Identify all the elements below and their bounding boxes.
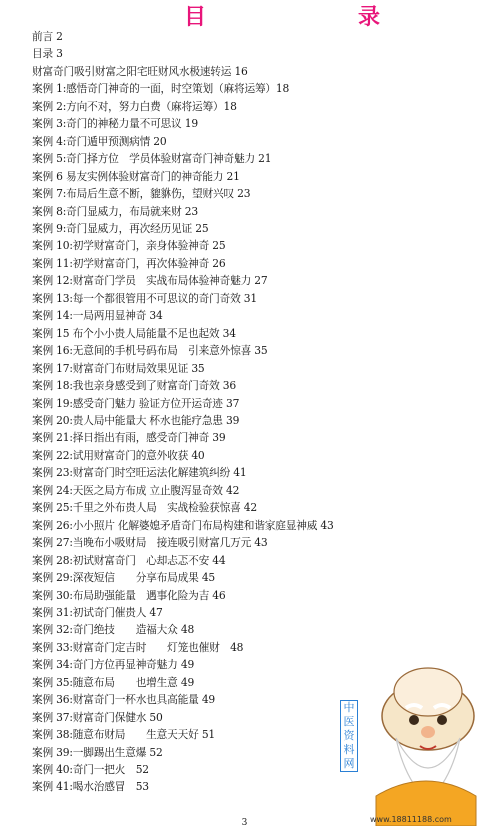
toc-entry: 案例 29:深夜短信 分享布局成果 45 bbox=[32, 571, 216, 585]
toc-entry: 案例 20:贵人局中能量大 杯水也能疗急患 39 bbox=[32, 413, 240, 427]
toc-entry: 案例 21:择日指出有雨，感受奇门神奇 39 bbox=[32, 431, 226, 445]
toc-entry: 案例 4:奇门遁甲预测病情 20 bbox=[32, 134, 167, 148]
toc-entry: 案例 36:财富奇门一杯水也具高能量 49 bbox=[32, 693, 216, 707]
toc-entry: 案例 8:奇门显威力，布局就来财 23 bbox=[32, 204, 198, 218]
toc-entry: 目录 3 bbox=[32, 47, 63, 61]
toc-entry: 案例 28:初试财富奇门 心却忐忑不安 44 bbox=[32, 553, 226, 567]
toc-entry: 案例 18:我也亲身感受到了财富奇门奇效 36 bbox=[32, 379, 236, 393]
toc-entry: 案例 31:初试奇门催贵人 47 bbox=[32, 605, 163, 619]
toc-entry: 案例 6 易友实例体验财富奇门的神奇能力 21 bbox=[32, 169, 240, 183]
toc-entry: 案例 30:布局助强能量 遇事化险为吉 46 bbox=[32, 588, 226, 602]
toc-entry: 案例 25:千里之外布贵人局 实战检验获惊喜 42 bbox=[32, 501, 257, 515]
toc-entry: 案例 10:初学财富奇门，亲身体验神奇 25 bbox=[32, 239, 226, 253]
toc-entry: 案例 15 布个小小贵人局能量不足也起效 34 bbox=[32, 326, 236, 340]
toc-entry: 案例 3:奇门的神秘力量不可思议 19 bbox=[32, 117, 198, 131]
toc-entry: 案例 9:奇门显威力，再次经历见证 25 bbox=[32, 221, 209, 235]
toc-entry: 案例 5:奇门择方位 学员体验财富奇门神奇魅力 21 bbox=[32, 152, 272, 166]
page-title-char-2: 录 bbox=[358, 4, 382, 30]
toc-entry: 案例 19:感受奇门魅力 验证方位开运奇迹 37 bbox=[32, 396, 240, 410]
toc-entry: 案例 37:财富奇门保健水 50 bbox=[32, 710, 163, 724]
toc-entry: 案例 24:天医之局方布成 立止腹泻显奇效 42 bbox=[32, 483, 240, 497]
toc-entry: 案例 17:财富奇门布财局效果见证 35 bbox=[32, 361, 205, 375]
watermark-site-label: 中医资料网 bbox=[340, 700, 358, 772]
toc-entry: 案例 11:初学财富奇门，再次体验神奇 26 bbox=[32, 256, 226, 270]
toc-entry: 案例 14:一局两用显神奇 34 bbox=[32, 309, 163, 323]
toc-entry: 案例 1:感悟奇门神奇的一面，时空策划（麻将运筹）18 bbox=[32, 82, 290, 96]
toc-entry: 案例 7:布局后生意不断，貔貅伤，望财兴叹 23 bbox=[32, 187, 251, 201]
toc-entry: 案例 40:奇门一把火 52 bbox=[32, 763, 149, 777]
toc-entry: 案例 41:喝水治感冒 53 bbox=[32, 780, 149, 794]
watermark-url: www.18811188.com bbox=[370, 815, 452, 824]
toc-entry: 案例 22:试用财富奇门的意外收获 40 bbox=[32, 448, 205, 462]
toc-entry: 案例 13:每一个都很管用不可思议的奇门奇效 31 bbox=[32, 291, 257, 305]
toc-entry: 案例 26:小小照片 化解婆媳矛盾奇门布局构建和谐家庭显神威 43 bbox=[32, 518, 334, 532]
toc-entry: 案例 38:随意布财局 生意天天好 51 bbox=[32, 728, 216, 742]
sage-mascot-watermark bbox=[336, 646, 486, 826]
page-title-char-1: 目 bbox=[184, 4, 208, 30]
toc-entry: 前言 2 bbox=[32, 30, 63, 43]
toc-entry: 案例 32:奇门绝技 造福大众 48 bbox=[32, 623, 195, 637]
toc-entry: 案例 39:一脚踢出生意爆 52 bbox=[32, 745, 163, 759]
toc-entry: 案例 33:财富奇门定吉时 灯笼也催财 48 bbox=[32, 640, 244, 654]
toc-entry: 财富奇门吸引财富之阳宅旺财风水极速转运 16 bbox=[32, 64, 248, 78]
toc-entry: 案例 2:方向不对，努力白费（麻将运筹）18 bbox=[32, 99, 237, 113]
toc-entry: 案例 27:当晚布小吸财局 接连吸引财富几万元 43 bbox=[32, 536, 268, 550]
page-number: 3 bbox=[241, 818, 248, 828]
toc-entry: 案例 23:财富奇门时空旺运法化解建筑纠纷 41 bbox=[32, 466, 247, 480]
toc-entry: 案例 16:无意间的手机号码布局 引来意外惊喜 35 bbox=[32, 344, 268, 358]
toc-entry: 案例 12:财富奇门学员 实战布局体验神奇魅力 27 bbox=[32, 274, 268, 288]
toc-entry: 案例 35:随意布局 也增生意 49 bbox=[32, 675, 195, 689]
toc-entry: 案例 34:奇门方位再显神奇魅力 49 bbox=[32, 658, 195, 672]
